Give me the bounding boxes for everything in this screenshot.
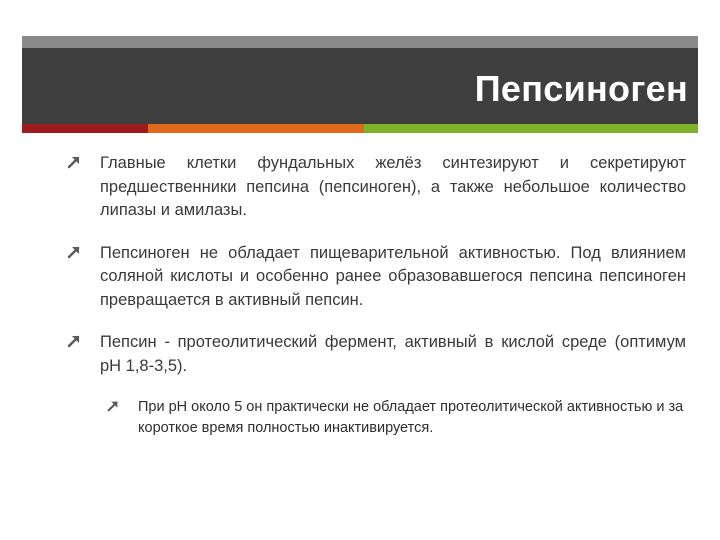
bullet-text: Пепсин - протеолитический фермент, активный в кислой среде (оптимум pH 1,8-3,5). [100, 333, 686, 375]
accent-stripe [22, 124, 698, 133]
sub-list-item [62, 397, 686, 439]
list-item [62, 242, 686, 313]
bullet-text: Пепсиноген не обладает пищеварительной активностью. Под влиянием соляной кислоты и особенно ранее образовавшегося пепсина пепсиноген превращается в активный пепсин. [100, 243, 686, 309]
stripe-segment-orange [148, 124, 364, 133]
arrow-up-right-icon [66, 154, 82, 170]
list-item [62, 331, 686, 378]
sub-bullet-text: При pH около 5 он практически не обладает протеолитической активностью и за короткое время полностью инактивируется. [138, 399, 684, 436]
arrow-up-right-icon [106, 399, 120, 413]
slide-content [62, 152, 686, 439]
arrow-up-right-icon [66, 333, 82, 349]
title-bar [22, 36, 698, 124]
list-item [62, 152, 686, 223]
stripe-segment-green [364, 124, 698, 133]
arrow-up-right-icon [66, 244, 82, 260]
slide-title: Пепсиноген [474, 68, 688, 109]
stripe-segment-red [22, 124, 148, 133]
bullet-text: Главные клетки фундальных желёз синтезируют и секретируют предшественники пепсина (пепсиноген), а также небольшое количество липазы и амилазы. [100, 154, 686, 219]
